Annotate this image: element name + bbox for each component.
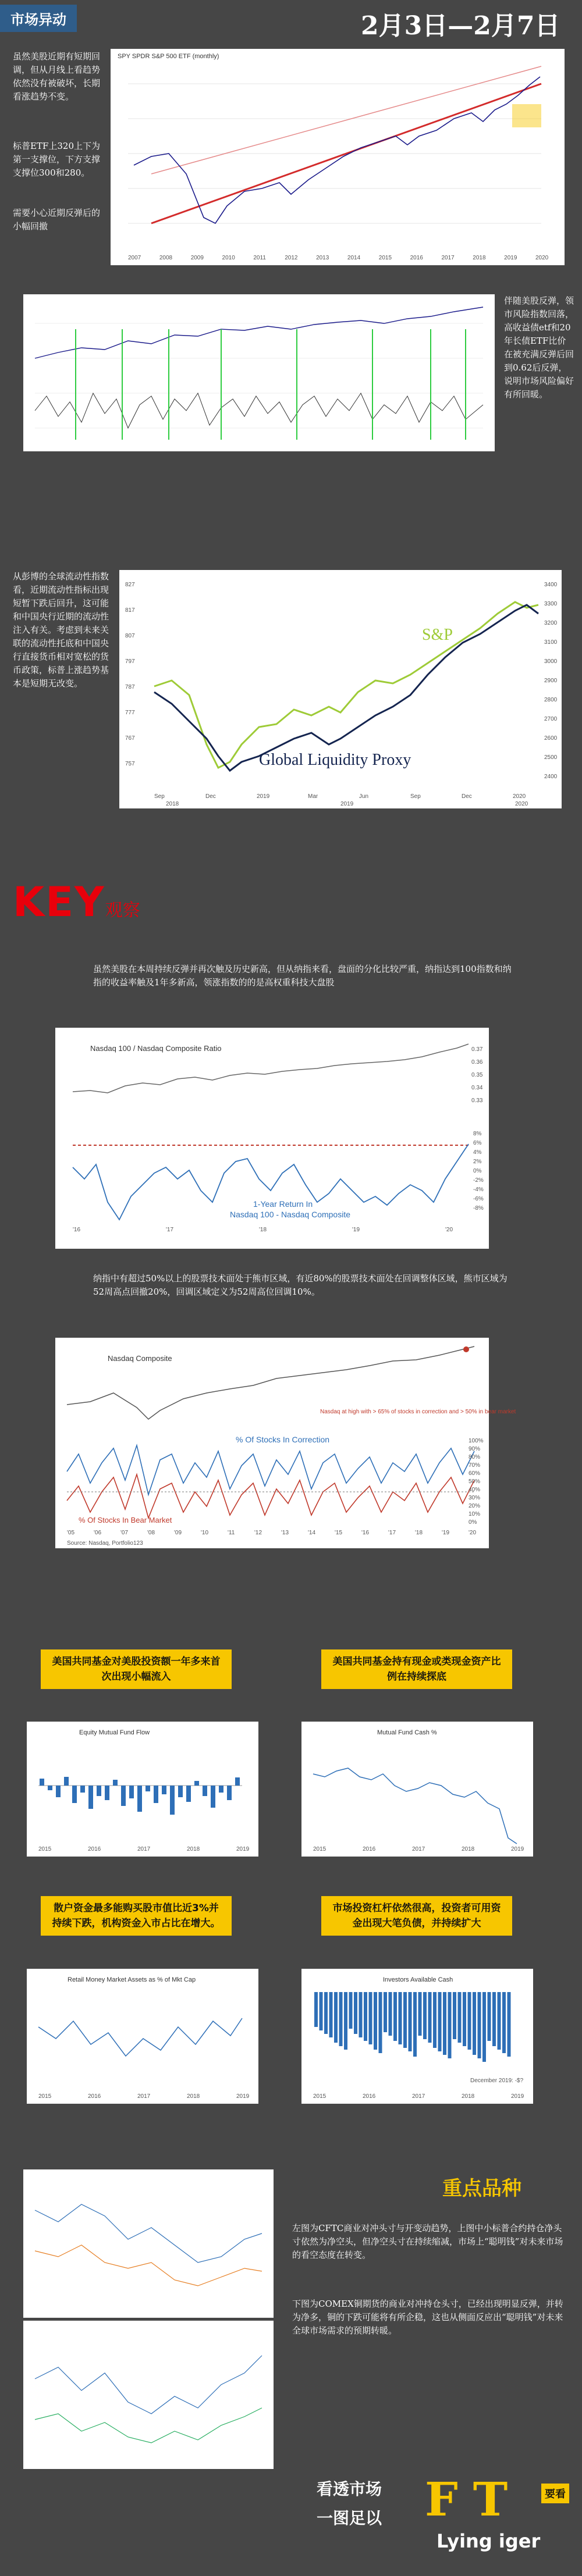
composite-high-dot <box>463 1346 469 1352</box>
section7-text-a: 左图为CFTC商业对冲头寸与开变动趋势，上图中小标普合约持仓净头寸依然为净空头，但净空头寸在持续缩减，市场上“聪明钱”对未来市场的看空态度在转变。 <box>292 2223 563 2260</box>
spy-year-tick: 2016 <box>410 255 423 261</box>
flow-bar <box>137 1786 142 1812</box>
section1-text-a: 虽然美股近期有短期回调，但从月线上看趋势依然没有被破坏，长期看涨趋势不变。 <box>13 51 101 102</box>
spy-year-tick: 2010 <box>222 255 235 261</box>
pct-bear-label: % Of Stocks In Bear Market <box>79 1516 172 1524</box>
cftc-top-line-b <box>35 2245 262 2286</box>
flow-bar <box>219 1786 223 1793</box>
flow-bar <box>56 1786 61 1797</box>
retail-line <box>38 2018 242 2056</box>
return-right-tick: -6% <box>473 1196 484 1202</box>
retail-money-chart <box>27 1969 258 2104</box>
return-right-tick: 2% <box>473 1159 482 1165</box>
composite-legend: Nasdaq at high with > 65% of stocks in correction and > 50% in bear market <box>320 1409 516 1415</box>
cash-line <box>313 1768 517 1844</box>
liquidity-x-tick: Jun <box>359 793 369 800</box>
mini-year-tick: 2015 <box>38 1846 52 1852</box>
flow-bar <box>40 1779 44 1786</box>
liquidity-year-tick: 2018 <box>166 801 179 807</box>
section1-text-c: 需要小心近期反弹后的小幅回撤 <box>13 208 101 231</box>
proxy-label: Global Liquidity Proxy <box>259 751 411 769</box>
mini-year-tick: 2019 <box>511 1846 524 1852</box>
liquidity-x-tick: Dec <box>205 793 216 800</box>
ratio-x-tick: '19 <box>352 1227 360 1233</box>
cash-bar <box>492 1992 496 2046</box>
liquidity-right-tick: 3400 <box>544 582 558 588</box>
flow-bar <box>178 1786 183 1797</box>
investor-cash-title: Investors Available Cash <box>383 1976 453 1983</box>
spy-chart-ticker: SPY SPDR S&P 500 ETF (monthly) <box>118 53 219 60</box>
liquidity-right-tick: 2600 <box>544 735 558 742</box>
nasdaq-ratio-title: Nasdaq 100 / Nasdaq Composite Ratio <box>90 1044 222 1053</box>
return-right-tick: 8% <box>473 1131 482 1137</box>
ratio-x-tick: '16 <box>73 1227 81 1233</box>
liquidity-x-tick: 2020 <box>513 793 526 800</box>
cash-bar <box>384 1992 387 2032</box>
mutual-fund-flow-box: 美国共同基金对美股投资额一年多来首次出现小幅流入 <box>41 1649 232 1689</box>
composite-x-tick: '11 <box>228 1530 235 1536</box>
flow-bar <box>105 1786 109 1800</box>
composite-x-tick: '15 <box>335 1530 343 1536</box>
investor-cash-svg <box>301 1969 533 2104</box>
cftc-chart-bottom <box>23 2321 274 2469</box>
footer-slogan-b: 一图足以 <box>316 2509 382 2528</box>
return-label-2: Nasdaq 100 - Nasdaq Composite <box>230 1210 351 1219</box>
return-label-1: 1-Year Return In <box>253 1199 313 1209</box>
mini-year-tick: 2015 <box>313 1846 327 1852</box>
composite-right-tick: 100% <box>469 1438 484 1444</box>
liquidity-left-tick: 777 <box>125 710 135 716</box>
cftc-top-svg <box>23 2169 274 2318</box>
flow-bar <box>129 1786 134 1798</box>
flow-bar <box>186 1786 191 1802</box>
spy-year-tick: 2014 <box>347 255 361 261</box>
mini-year-tick: 2017 <box>137 1846 151 1852</box>
retail-money-svg <box>27 1969 258 2104</box>
liquidity-left-tick: 807 <box>125 633 135 639</box>
liquidity-right-tick: 2400 <box>544 774 558 780</box>
spy-year-tick: 2013 <box>316 255 329 261</box>
flow-bar <box>121 1786 126 1806</box>
liquidity-right-tick: 3000 <box>544 658 558 665</box>
retail-money-box: 散户资金最多能购买股市值比近3%并持续下跌，机构资金入市占比在增大。 <box>41 1896 232 1936</box>
equity-flow-title: Equity Mutual Fund Flow <box>79 1729 150 1736</box>
flow-bar <box>162 1786 166 1794</box>
composite-x-tick: '07 <box>120 1530 129 1536</box>
investor-leverage-box: 市场投资杠杆依然很高，投资者可用资金出现大笔负债，并持续扩大 <box>321 1896 512 1936</box>
flow-bar <box>72 1786 77 1803</box>
section5-text: 纳指中有超过50%以上的股票技术面处于熊市区域，有近80%的股票技术面处在回调整体区域，熊市区域为52周高点回撤20%，回调区域定义为52周高位回调10%。 <box>93 1273 508 1297</box>
cash-bar <box>314 1992 318 2027</box>
composite-right-tick: 20% <box>469 1503 481 1509</box>
composite-right-tick: 60% <box>469 1470 481 1477</box>
cash-bar <box>488 1992 491 2041</box>
liquidity-right-tick: 3100 <box>544 639 558 646</box>
cash-bar <box>359 1992 363 2037</box>
cash-bar <box>389 1992 392 2036</box>
investor-cash-note: December 2019: -$? <box>470 2078 524 2084</box>
cash-bar <box>374 1992 377 2050</box>
mini-year-tick: 2018 <box>187 2093 200 2100</box>
flow-bar <box>113 1780 118 1786</box>
equity-flow-svg <box>27 1722 258 1857</box>
mutual-fund-cash-title: Mutual Fund Cash % <box>377 1729 437 1736</box>
flow-bar <box>64 1777 69 1786</box>
mini-year-tick: 2017 <box>412 2093 425 2100</box>
composite-x-tick: '17 <box>388 1530 396 1536</box>
footer-logo <box>419 2472 576 2559</box>
section7-title: 重点品种 <box>442 2177 521 2200</box>
logo-badge: 要看 <box>541 2484 569 2503</box>
cash-bar <box>409 1992 412 2051</box>
flow-bar <box>170 1786 175 1815</box>
spy-monthly-chart <box>111 49 565 265</box>
liquidity-x-tick: Sep <box>154 793 165 800</box>
ratio-right-tick: 0.34 <box>471 1085 483 1091</box>
spy-year-tick: 2009 <box>190 255 204 261</box>
cftc-bottom-svg <box>23 2321 274 2469</box>
mini-year-tick: 2019 <box>236 1846 250 1852</box>
spy-year-tick: 2019 <box>504 255 517 261</box>
risk-ratio-chart <box>23 294 495 451</box>
liquidity-svg <box>119 570 562 808</box>
flow-bar <box>97 1786 101 1796</box>
composite-right-tick: 10% <box>469 1511 481 1517</box>
cash-bar <box>344 1992 347 2050</box>
cash-bar <box>349 1992 353 2029</box>
cash-bar <box>403 1992 407 2048</box>
mini-year-tick: 2016 <box>363 1846 376 1852</box>
cash-bar <box>473 1992 476 2055</box>
flow-bar <box>48 1786 52 1790</box>
section1-text-b: 标普ETF上320上下为第一支撑位，下方支撑支撑位300和280。 <box>13 141 101 178</box>
cash-bar <box>478 1992 481 2058</box>
composite-x-tick: '16 <box>361 1530 370 1536</box>
flow-bar <box>211 1786 215 1808</box>
cash-bar <box>418 1992 422 2036</box>
spy-year-tick: 2018 <box>473 255 486 261</box>
return-right-tick: 0% <box>473 1168 482 1174</box>
copper-line-b <box>35 2408 262 2443</box>
composite-x-tick: '08 <box>147 1530 155 1536</box>
return-right-tick: -4% <box>473 1187 484 1193</box>
liquidity-left-tick: 827 <box>125 582 135 588</box>
liquidity-left-tick: 757 <box>125 761 135 767</box>
spy-year-tick: 2017 <box>441 255 455 261</box>
mini-year-tick: 2017 <box>412 1846 425 1852</box>
composite-x-tick: '19 <box>442 1530 450 1536</box>
ratio-x-tick: '17 <box>166 1227 174 1233</box>
return-right-tick: 4% <box>473 1149 482 1156</box>
header-tag: 市场异动 <box>0 5 77 32</box>
risk-ratio-svg <box>23 294 495 451</box>
header-date: 2月3日—2月7日 <box>361 11 560 41</box>
flow-bar <box>88 1786 93 1809</box>
spy-year-tick: 2012 <box>285 255 298 261</box>
composite-x-tick: '12 <box>254 1530 262 1536</box>
ratio-right-tick: 0.36 <box>471 1059 483 1066</box>
cash-bar <box>448 1992 452 2058</box>
composite-title: Nasdaq Composite <box>108 1354 172 1363</box>
composite-x-tick: '06 <box>94 1530 102 1536</box>
composite-x-tick: '09 <box>174 1530 182 1536</box>
composite-x-tick: '14 <box>308 1530 316 1536</box>
nasdaq-composite-chart <box>55 1338 516 1548</box>
liquidity-x-tick: Mar <box>308 793 318 800</box>
mini-year-tick: 2017 <box>137 2093 151 2100</box>
global-liquidity-chart <box>119 570 562 808</box>
composite-x-tick: '18 <box>415 1530 423 1536</box>
cash-bar <box>502 1992 506 2053</box>
composite-source: Source: Nasdaq, Portfolio123 <box>67 1540 143 1547</box>
cash-bar <box>339 1992 343 2046</box>
ratio-x-tick: '20 <box>445 1227 453 1233</box>
liquidity-year-tick: 2020 <box>515 801 528 807</box>
section2-text: 伴随美股反弹，领市风险指数回落，高收益债etf和20年长债ETF比价在被充满反弹后回到0.62后反弹，说明市场风险偏好有所回暖。 <box>504 295 574 400</box>
cash-bar <box>482 1992 486 2062</box>
composite-svg <box>55 1338 516 1548</box>
nasdaq-ratio-chart <box>55 1028 489 1249</box>
spy-year-tick: 2007 <box>128 255 141 261</box>
composite-right-tick: 30% <box>469 1495 481 1501</box>
liquidity-right-tick: 2800 <box>544 697 558 703</box>
key-subtitle: 观察 <box>105 900 140 921</box>
flow-bar <box>80 1786 85 1793</box>
spy-year-tick: 2011 <box>253 255 266 261</box>
cash-bar <box>369 1992 372 2044</box>
flow-bar <box>227 1786 232 1800</box>
liquidity-right-tick: 3200 <box>544 620 558 626</box>
composite-right-tick: 70% <box>469 1462 481 1469</box>
cash-bar <box>399 1992 402 2044</box>
liquidity-right-tick: 3300 <box>544 601 558 607</box>
liquidity-left-tick: 767 <box>125 735 135 742</box>
ratio-right-tick: 0.37 <box>471 1046 483 1053</box>
cash-bar <box>413 1992 417 2057</box>
key-heading <box>13 878 140 926</box>
section3-text: 从彭博的全球流动性指数看，近期流动性指标出现短暂下跌后回升，这可能和中国央行近期的流动性注入有关。考虑到未来关联的流动性托底和中国央行直接货币相对宽松的货币政策，标普上涨趋势基本是短期无改变。 <box>13 571 109 689</box>
composite-right-tick: 50% <box>469 1478 481 1485</box>
spy-chart-svg <box>111 49 565 265</box>
cash-bar <box>324 1992 328 2034</box>
cash-bar <box>433 1992 436 2048</box>
return-right-tick: -8% <box>473 1205 484 1212</box>
nasdaq-ratio-svg <box>55 1028 489 1249</box>
ratio-right-tick: 0.35 <box>471 1072 483 1078</box>
support-zone <box>512 104 541 127</box>
cftc-top-line-a <box>35 2204 262 2263</box>
pct-correction-label: % Of Stocks In Correction <box>236 1435 330 1444</box>
ratio-x-tick: '18 <box>259 1227 267 1233</box>
mutual-fund-cash-svg <box>301 1722 533 1857</box>
composite-right-tick: 40% <box>469 1487 481 1493</box>
investor-cash-chart <box>301 1969 533 2104</box>
cash-bar <box>393 1992 397 2041</box>
mini-year-tick: 2016 <box>88 2093 101 2100</box>
flow-bar <box>146 1786 150 1791</box>
flow-bar <box>154 1786 158 1803</box>
spy-year-tick: 2020 <box>535 255 549 261</box>
liquidity-right-tick: 2900 <box>544 678 558 684</box>
cash-bar <box>463 1992 466 2046</box>
flow-bar <box>203 1786 207 1796</box>
composite-right-tick: 0% <box>469 1519 477 1526</box>
cash-bar <box>423 1992 427 2039</box>
cash-bar <box>329 1992 333 2037</box>
spy-year-tick: 2015 <box>378 255 392 261</box>
copper-line-a <box>35 2356 262 2414</box>
liquidity-right-tick: 2700 <box>544 716 558 722</box>
ratio-right-tick: 0.33 <box>471 1098 483 1104</box>
mutual-fund-cash-box: 美国共同基金持有现金或类现金资产比例在持续探底 <box>321 1649 512 1689</box>
cash-bar <box>354 1992 357 2034</box>
logo-name: Lying iger <box>436 2530 541 2552</box>
spy-year-tick: 2008 <box>159 255 173 261</box>
mini-year-tick: 2016 <box>88 1846 101 1852</box>
mini-year-tick: 2016 <box>363 2093 376 2100</box>
liquidity-x-tick: Sep <box>410 793 421 800</box>
liquidity-year-tick: 2019 <box>340 801 354 807</box>
flow-bar <box>194 1781 199 1786</box>
return-right-tick: 6% <box>473 1140 482 1146</box>
cash-bar <box>458 1992 462 2043</box>
liquidity-left-tick: 787 <box>125 684 135 690</box>
flow-bar <box>235 1777 240 1786</box>
sp-label: S&P <box>422 626 453 644</box>
cash-bar <box>508 1992 511 2057</box>
cash-bar <box>320 1992 323 2030</box>
cash-bar <box>468 1992 471 2050</box>
composite-x-tick: '13 <box>281 1530 289 1536</box>
composite-x-tick: '05 <box>67 1530 75 1536</box>
mini-year-tick: 2019 <box>236 2093 250 2100</box>
composite-x-tick: '20 <box>469 1530 477 1536</box>
cftc-chart-top <box>23 2169 274 2318</box>
cash-bar <box>364 1992 367 2041</box>
footer-slogan-a: 看透市场 <box>316 2479 382 2499</box>
cash-bar <box>334 1992 338 2043</box>
cash-bar <box>379 1992 382 2053</box>
mini-year-tick: 2018 <box>187 1846 200 1852</box>
footer-slogan <box>291 2475 407 2533</box>
logo-letters: FT <box>425 2472 523 2527</box>
liquidity-x-tick: 2019 <box>257 793 270 800</box>
equity-flow-chart <box>27 1722 258 1857</box>
liquidity-left-tick: 817 <box>125 607 135 614</box>
mini-year-tick: 2018 <box>462 1846 475 1852</box>
cash-bar <box>438 1992 442 2051</box>
liquidity-left-tick: 797 <box>125 658 135 665</box>
cash-bar <box>498 1992 501 2050</box>
composite-right-tick: 90% <box>469 1446 481 1452</box>
liquidity-right-tick: 2500 <box>544 754 558 761</box>
key-title: KEY <box>13 878 105 926</box>
cash-bar <box>443 1992 446 2055</box>
liquidity-x-tick: Dec <box>462 793 472 800</box>
mutual-fund-cash-chart <box>301 1722 533 1857</box>
mini-year-tick: 2018 <box>462 2093 475 2100</box>
return-right-tick: -2% <box>473 1177 484 1184</box>
section4-text: 虽然美股在本周持续反弹并再次触及历史新高，但从纳指来看，盘面的分化比较严重，纳指达到100指数和纳指的收益率触及1年多新高，领涨指数的的是高权重科技大盘股 <box>93 964 512 988</box>
retail-money-title: Retail Money Market Assets as % of Mkt Cap <box>68 1976 196 1983</box>
mini-year-tick: 2015 <box>313 2093 327 2100</box>
composite-x-tick: '10 <box>201 1530 209 1536</box>
mini-year-tick: 2015 <box>38 2093 52 2100</box>
cash-bar <box>453 1992 456 2039</box>
composite-right-tick: 80% <box>469 1454 481 1460</box>
mini-year-tick: 2019 <box>511 2093 524 2100</box>
section7-text-b: 下图为COMEX铜期货的商业对冲持仓头寸，已经出现明显反弹，并转为净多，铜的下跌可能将有所企稳，这也从侧面反应出“聪明钱”对未来全球市场需求的预期转暖。 <box>292 2299 563 2336</box>
cash-bar <box>428 1992 432 2043</box>
